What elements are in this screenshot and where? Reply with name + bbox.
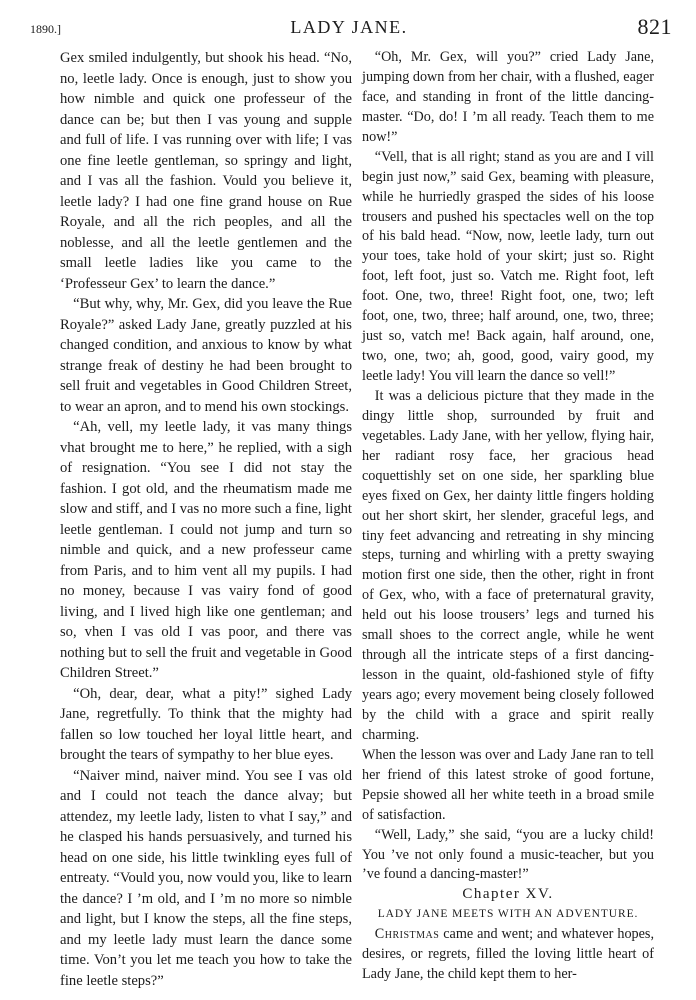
paragraph: “Naiver mind, naiver mind. You see I vas old and I could not teach the dance alvay; but attendez, my leetle lady, listen to vhat I say,” and he clasped his hands persuasively, and turned his head on one side, his little twinkling eyes full of entreaty. “Vould you, now vould you, like to learn the dance? I ’m old, and I ’m no more so nimble and light, but I know the steps, all the fine steps, and my leetle lady must learn the dance some time. Von’t you let me teach you how to take the fine leetle steps?”	[60, 767, 352, 989]
paragraph: When the lesson was over and Lady Jane ran to tell her friend of this latest stroke of good fortune, Pepsie showed all her white teeth in a broad smile of satisfaction.	[362, 746, 654, 823]
paragraph: It was a delicious picture that they made in the dingy little shop, surrounded by fruit and vegetables. Lady Jane, with her yellow, flying hair, her radiant rosy face, her gracious head coquettishly set on one side, her sparkling blue eyes fixed on Gex, her dainty little fingers holding out her short skirt, her slender, graceful legs, and tiny feet advancing and retreating in shy mincing steps, turning and whirling with a pretty swaying motion first one side, then the other, right in front of Gex, who, with a face of preternatural gravity, held out his loose trousers’ legs and turned his small shoes to the correct angle, while he went through all the intricate steps of a first dancing-lesson in the quaint, old-fashioned style of fifty years ago; every movement being closely followed by the child with a grace and spirit really charming.	[362, 387, 654, 743]
paragraph: “Well, Lady,” she said, “you are a lucky child! You ’ve not only found a music-teacher, but you ’ve found a dancing-master!”	[362, 826, 654, 883]
running-header	[24, 14, 674, 40]
paragraph: “But why, why, Mr. Gex, did you leave the Rue Royale?” asked Lady Jane, greatly puzzled at his changed condition, and anxious to know by what strange freak of destiny he had been brought to sell fruit and vegetables in Good Children Street, to wear an apron, and to mend his own stockings.	[60, 296, 352, 415]
opening-word: Christmas	[374, 926, 440, 943]
chapter-opening-paragraph	[362, 925, 654, 985]
header-title: LADY JANE.	[290, 17, 408, 37]
chapter-title: Chapter XV.	[462, 886, 554, 903]
paragraph: “Ah, vell, my leetle lady, it vas many things vhat brought me to here,” he replied, with a sigh of resignation. “You see I did not stay the fashion. I got old, and the rheumatism made me slow and stiff, and I vas no more such a fine, light leetle gentleman. I could not jump and turn so nimble and quick, and a new professeur came from Paris, and to him vent all my pupils. I had no money, because I vas vairy fond of good living, and I lived high like one gentleman; and so, vhen I vas old I vas poor, and there vas nothing but to sell the fruit and vegetable in Good Children Street.”	[60, 419, 352, 681]
paragraph: “Oh, Mr. Gex, will you?” cried Lady Jane, jumping down from her chair, with a flushed, eager face, and standing in front of the little dancing-master. “Do, do! I ’m all ready. Teach them to me now!”	[362, 49, 654, 145]
right-column	[362, 48, 654, 985]
opening-text: came and went; and whatever hopes, desires, or regrets, filled the loving little heart of Lady Jane, the child kept them to her-	[362, 926, 654, 983]
paragraph: Gex smiled indulgently, but shook his head. “No, no, leetle lady. Once is enough, just to show you how nimble and quick one professeur of the dance can be; but then I vas young and supple and full of life. I vas running over with life; I vas one fine leetle gentleman, so springy and light, and I vas all the fashion. Vould you believe it, leetle lady? I had one fine grand house on Rue Royale, and all the rich peoples, and all the noblesse, and all the leetle gentlemen and the small leetle ladies like you came to the ‘Professeur Gex’ to learn the dance.”	[60, 50, 352, 292]
page-number: 821	[637, 14, 672, 39]
paragraph: “Oh, dear, dear, what a pity!” sighed Lady Jane, regretfully. To think that the mighty had fallen so low touched her loyal little heart, and brought the tears of sympathy to her blue eyes.	[60, 685, 352, 763]
chapter-heading	[362, 885, 654, 905]
header-year: 1890.]	[30, 22, 61, 36]
left-column	[60, 48, 352, 991]
paragraph: “Vell, that is all right; stand as you are and I vill begin just now,” said Gex, beaming with pleasure, while he hurriedly grasped the sides of his loose trousers and pushed his spectacles well on the top of his bald head. “Now, now, leetle lady, turn out your toes, take hold of your skirt; just so. Right foot, left foot, just so. Vatch me. Right foot, left foot. One, two, three! Right foot, one, two; left foot, one, two, three; half around, one, two, three; just so, vatch me! Back again, half around, one, two, one, two; ah, good, good, vairy good, my leetle lady! You vill learn the dance so vell!”	[362, 148, 654, 384]
chapter-subtitle: LADY JANE MEETS WITH AN ADVENTURE.	[377, 908, 639, 921]
